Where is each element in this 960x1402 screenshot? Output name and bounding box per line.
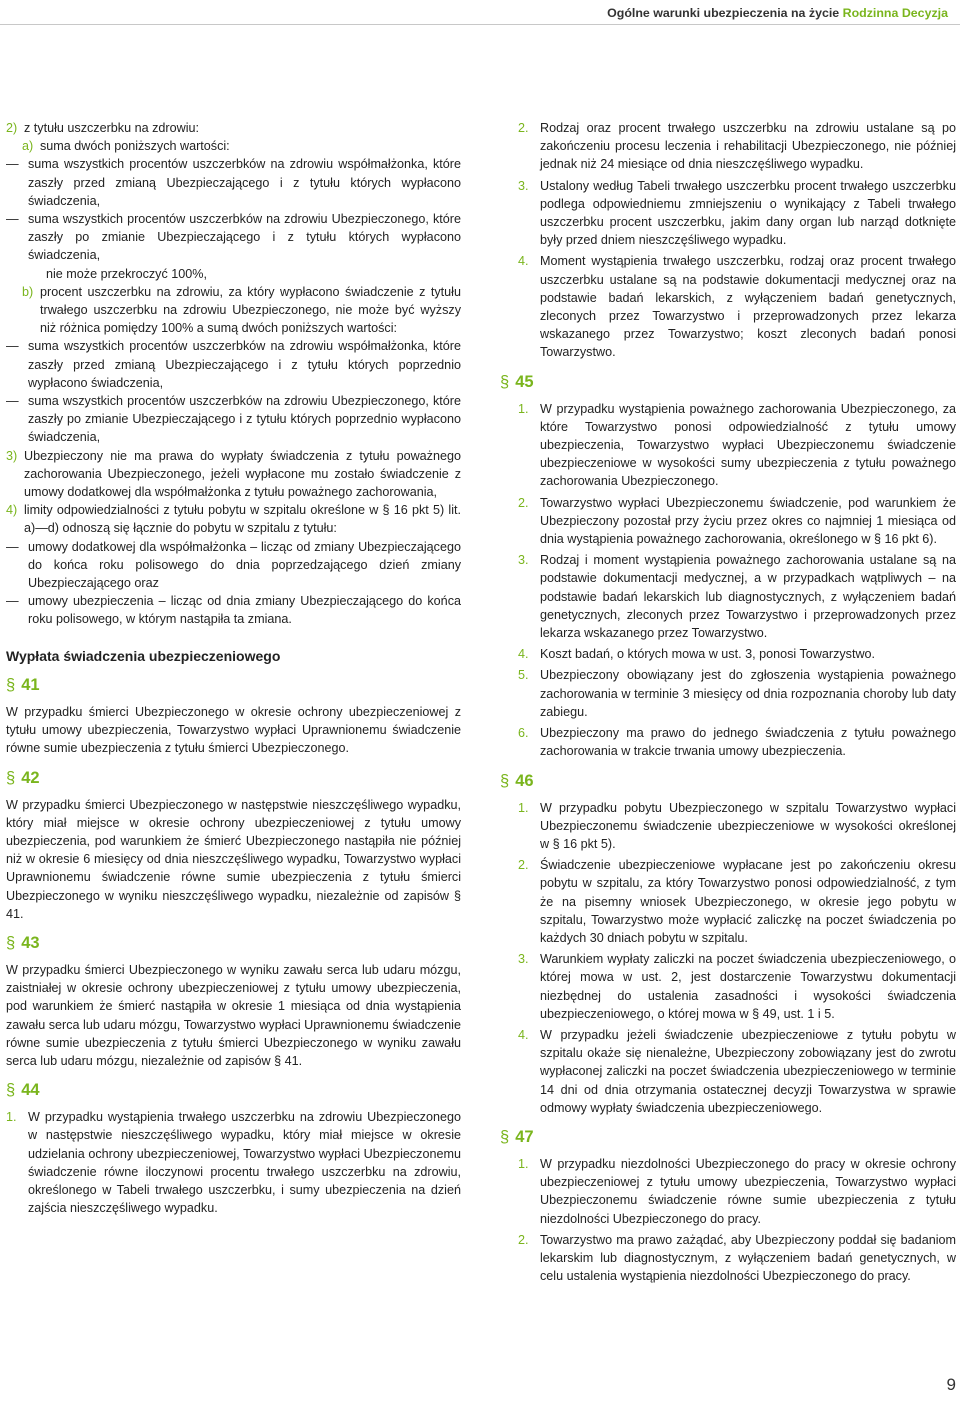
- paragraph-heading-43: [6, 933, 461, 953]
- section-sign: §: [500, 372, 510, 391]
- item-number: 2.: [518, 121, 529, 135]
- paragraph-list-47: [500, 1155, 956, 1285]
- item-text: z tytułu uszczerbku na zdrowiu:: [24, 121, 199, 135]
- item-text: Towarzystwo ma prawo zażądać, aby Ubezpieczony poddał się badaniom lekarskim lub diagnostycznym, z wyłączeniem badań genetycznych, w celu ustalenia wystąpienia niezdolności Ubezpieczonego do pracy.: [540, 1232, 956, 1284]
- paragraph-text: W przypadku śmierci Ubezpieczonego w następstwie nieszczęśliwego wypadku, który miał miejsce w okresie ochrony ubezpieczeniowej z tytułu umowy ubezpieczenia, pod warunkiem że śmierć Ubezpieczonego nastąpiła nie później niż w okresie 6 miesięcy od dnia nieszczęśliwego wypadku, Towarzystwo wypłaci Uprawnionemu świadczenie równe sumie ubezpieczenia z tytułu śmierci Ubezpieczonego w wyniku nieszczęśliwego wypadku, niezależnie od zapisów § 41.: [6, 797, 461, 921]
- paragraph-number: 44: [21, 1081, 40, 1100]
- item-text: Koszt badań, o których mowa w ust. 3, ponosi Towarzystwo.: [540, 647, 876, 662]
- list-item: [500, 400, 956, 491]
- sub-item-a: [22, 137, 461, 155]
- right-column: [500, 119, 956, 1288]
- header-divider: [0, 24, 960, 25]
- item-number: 2.: [518, 1232, 529, 1247]
- list-item: [500, 252, 956, 361]
- item-text: W przypadku jeżeli świadczenie ubezpieczeniowe z tytułu pobytu w szpitalu okaże się nienależne, Ubezpieczony zobowiązany jest do zwrotu wypłaconej zaliczki na poczet świadczenia ubezpieczeniowego w terminie 14 dni od dnia otrzymania ostatecznej decyzji Towarzystwa w sprawie odmowy wypłaty świadczenia ubezpieczeniowego.: [540, 1027, 956, 1115]
- section-heading: Wypłata świadczenia ubezpieczeniowego: [6, 647, 281, 664]
- item-text: Ustalony według Tabeli trwałego uszczerbku procent trwałego uszczerbku podlega odpowiedniemu zmniejszeniu o wynikający z Tabeli trwałego uszczerbku procent uszczerbku, jakim dany organ lub narząd dotknięte były przed dniem nieszczęśliwego wypadku.: [540, 178, 956, 248]
- section-sign: §: [500, 1127, 510, 1146]
- paragraph-heading-47: [500, 1127, 956, 1147]
- item-text: Moment wystąpienia trwałego uszczerbku, rodzaj oraz procent trwałego uszczerbku ustalane są na podstawie dokumentacji medycznej oraz na podstawie badań lekarskich, z wyłączeniem badań genetycznych, zleconych przez Towarzystwo i przeprowadzonych przez lekarza wskazanego przez Towarzystwo; koszt zleconych badań ponosi Towarzystwo.: [540, 254, 956, 360]
- item-text: procent uszczerbku na zdrowiu, za który wypłacono świadczenie z tytułu trwałego uszczerbku na zdrowiu Ubezpieczonego, nie może być wyższy niż różnica pomiędzy 100% a sumą dwóch poniższych wartości:: [40, 284, 461, 336]
- item-text: Ubezpieczony nie ma prawa do wypłaty świadczenia z tytułu poważnego zachorowania Ubezpieczonego, jeżeli wypłacone mu zostało świadczenie z umowy dodatkowej dla współmałżonka z tytułu poważnego zachorowania,: [24, 448, 461, 500]
- item-number: 1.: [518, 401, 529, 416]
- item-number: 5.: [518, 668, 529, 683]
- dash-text: suma wszystkich procentów uszczerbków na zdrowiu współmałżonka, które zaszły przed zmianą Ubezpieczającego i z tytułu których wypłacono świadczenia,: [28, 157, 461, 208]
- item-letter: b): [22, 284, 34, 299]
- section-sign: §: [500, 771, 510, 790]
- item-text: Rodzaj oraz procent trwałego uszczerbku na zdrowiu ustalane są po zakończeniu procesu leczenia i rehabilitacji Ubezpieczonego, nie później jednak niż 24 miesiące od dnia nieszczęśliwego wypadku.: [540, 121, 956, 172]
- dash-mark: —: [6, 594, 19, 609]
- item-text: Towarzystwo wypłaci Ubezpieczonemu świadczenie, pod warunkiem że Ubezpieczony pozostał przy życiu przez okres co najmniej 1 miesiąca od dnia wystąpienia poważnego zachorowania, określonego w § 16 pkt 6).: [540, 495, 956, 547]
- item-number: 1.: [518, 1156, 529, 1171]
- list-item: [500, 1155, 956, 1228]
- section-sign: §: [6, 933, 16, 952]
- page-number: 9: [946, 1374, 956, 1394]
- list-item: [6, 119, 461, 137]
- dash-mark: —: [6, 339, 19, 354]
- item-number: 2): [6, 121, 18, 135]
- dash-item: [6, 592, 461, 628]
- item-text: Ubezpieczony ma prawo do jednego świadczenia z tytułu poważnego zachorowania w trakcie trwania umowy ubezpieczenia.: [540, 726, 956, 759]
- list-item: [500, 666, 956, 721]
- dash-text: suma wszystkich procentów uszczerbków na zdrowiu Ubezpieczonego, które zaszły po zmianie Ubezpieczającego i z tytułu których wypłacono świadczenia,: [28, 212, 461, 263]
- item-number: 3.: [518, 178, 529, 193]
- dash-text: umowy ubezpieczenia – licząc od dnia zmiany Ubezpieczającego do końca roku polisowego, w którym nastąpiła ta zmiana.: [28, 594, 461, 627]
- list-item: [500, 119, 956, 174]
- item-number: 1.: [6, 1110, 17, 1125]
- list-item: [500, 1231, 956, 1286]
- item-number: 4.: [518, 647, 529, 662]
- paragraph-number: 45: [515, 372, 534, 391]
- list-item: [500, 1026, 956, 1117]
- item-text: suma dwóch poniższych wartości:: [40, 139, 230, 154]
- paragraph-heading-42: [6, 768, 461, 788]
- left-column: [6, 119, 461, 1220]
- page-header: [607, 4, 948, 22]
- paragraph-heading-46: [500, 771, 956, 791]
- list-item: [500, 645, 956, 663]
- dash-text: suma wszystkich procentów uszczerbków na zdrowiu współmałżonka, które zaszły przed zmianą Ubezpieczającego i z tytułu których poprzednio wypłacono świadczenia,: [28, 339, 461, 390]
- list-item: [6, 501, 461, 537]
- list-item: [500, 799, 956, 854]
- paragraph-list-46: [500, 799, 956, 1117]
- dash-item: [6, 337, 461, 392]
- header-product: Rodzinna Decyzja: [842, 6, 948, 20]
- item-number: 4.: [518, 254, 529, 269]
- item-number: 4.: [518, 1027, 529, 1042]
- header-title: Ogólne warunki ubezpieczenia na życie: [607, 6, 840, 20]
- item-text: W przypadku wystąpienia poważnego zachorowania Ubezpieczonego, za które Towarzystwo ponosi odpowiedzialność z tytułu umowy ubezpieczenia, Towarzystwo wypłaci Ubezpieczonemu świadczenie ubezpieczeniowe w wysokości sumy ubezpieczenia z tytułu poważnego zachorowania Ubezpieczonego.: [540, 401, 956, 489]
- paragraph-number: 46: [515, 771, 534, 790]
- section-sign: §: [6, 768, 16, 787]
- paragraph-heading-44: [6, 1080, 461, 1100]
- dash-text: umowy dodatkowej dla współmałżonka – licząc od zmiany Ubezpieczającego do końca roku polisowego do dnia poprzedzającego dzień zmiany Ubezpieczającego oraz: [28, 539, 461, 591]
- dash-mark: —: [6, 539, 19, 554]
- paragraph-text: W przypadku śmierci Ubezpieczonego w okresie ochrony ubezpieczeniowej z tytułu umowy ubezpieczenia, Towarzystwo wypłaci Uprawnionemu świadczenie równe sumie ubezpieczenia z tytułu śmierci Ubezpieczonego.: [6, 704, 461, 756]
- item-text: Warunkiem wypłaty zaliczki na poczet świadczenia ubezpieczeniowego, o której mowa w ust. 2, jest dostarczenie Towarzystwu dokumentacji niezbędnej do ustalenia zasadności i wysokości świadczenia ubezpieczeniowego, o której mowa w § 49, ust. 1 i 5.: [540, 952, 956, 1021]
- dash-mark: —: [6, 394, 19, 409]
- list-item: [500, 724, 956, 760]
- dash-item: [6, 155, 461, 210]
- item-number: 2.: [518, 858, 529, 873]
- list-item: [500, 950, 956, 1023]
- dash-text: suma wszystkich procentów uszczerbków na zdrowiu Ubezpieczonego, które zaszły po zmianie Ubezpieczającego i z tytułu których poprzednio wypłacono świadczenia,: [28, 394, 461, 445]
- sub-item-note: nie może przekroczyć 100%,: [46, 266, 207, 281]
- item-number: 4): [6, 503, 18, 518]
- item-text: Ubezpieczony obowiązany jest do zgłoszenia wystąpienia poważnego zachorowania w terminie 3 miesięcy od dnia rozpoznania choroby lub daty zabiegu.: [540, 668, 956, 719]
- dash-mark: —: [6, 157, 19, 172]
- paragraph-heading-41: [6, 675, 461, 695]
- item-number: 3): [6, 448, 18, 463]
- list-item: [6, 447, 461, 502]
- item-text: Rodzaj i moment wystąpienia poważnego zachorowania ustalane są na podstawie dokumentacji medycznej, a w przypadkach wątpliwych – na podstawie badań lekarskich lub diagnostycznych, z wyłączeniem badań genetycznych, zleconych przez Towarzystwo i przeprowadzonych przez lekarza wskazanego przez Towarzystwo.: [540, 553, 956, 641]
- item-number: 3.: [518, 553, 529, 568]
- item-letter: a): [22, 139, 34, 154]
- list-item: [6, 1108, 461, 1217]
- dash-item: [6, 210, 461, 265]
- dash-item: [6, 392, 461, 447]
- paragraph-heading-45: [500, 372, 956, 392]
- sub-item-b: [22, 283, 461, 338]
- dash-item: [6, 538, 461, 593]
- dash-mark: —: [6, 212, 19, 227]
- list-item: [500, 856, 956, 947]
- item-number: 2.: [518, 495, 529, 510]
- paragraph-number: 42: [21, 768, 40, 787]
- item-number: 1.: [518, 800, 529, 815]
- item-number: 3.: [518, 952, 529, 967]
- list-item: [500, 177, 956, 250]
- item-number: 6.: [518, 726, 529, 741]
- item-text: Świadczenie ubezpieczeniowe wypłacane jest po zakończeniu okresu pobytu w szpitalu, za który Towarzystwo ponosi odpowiedzialność, z tym że na pisemny wniosek Ubezpieczonego, w okresie jego pobytu w szpitalu, Towarzystwo może wypłacić zaliczkę na poczet świadczenia po każdych 30 dniach pobytu w szpitalu.: [540, 858, 956, 945]
- paragraph-text: W przypadku śmierci Ubezpieczonego w wyniku zawału serca lub udaru mózgu, zaistniałej w okresie ochrony ubezpieczeniowej z tytułu umowy ubezpieczenia, pod warunkiem że śmierć nastąpiła w okresie 1 miesiąca od dnia wystąpienia zawału serca lub udaru mózgu, Towarzystwo wypłaci Uprawnionemu świadczenie równe sumie ubezpieczenia z tytułu śmierci Ubezpieczonego w wyniku zawału serca lub udaru mózgu, niezależnie od zapisów § 41.: [6, 962, 461, 1068]
- section-sign: §: [6, 675, 16, 694]
- item-text: W przypadku niezdolności Ubezpieczonego do pracy w okresie ochrony ubezpieczeniowej z tytułu umowy ubezpieczenia, Towarzystwo wypłaci Ubezpieczonemu świadczenie równe sumie ubezpieczenia z tytułu niezdolności Ubezpieczonego do pracy.: [540, 1156, 956, 1226]
- list-item: [500, 494, 956, 549]
- paragraph-number: 41: [21, 675, 40, 694]
- section-sign: §: [6, 1081, 16, 1100]
- item-text: limity odpowiedzialności z tytułu pobytu w szpitalu określone w § 16 pkt 5) lit. a)—d) odnoszą się łącznie do pobytu w szpitalu z tytułu:: [24, 503, 461, 536]
- item-text: W przypadku pobytu Ubezpieczonego w szpitalu Towarzystwo wypłaci Ubezpieczonemu świadczenie ubezpieczeniowe w wysokości określonej w § 16 pkt 5).: [540, 800, 956, 851]
- item-text: W przypadku wystąpienia trwałego uszczerbku na zdrowiu Ubezpieczonego w następstwie nieszczęśliwego wypadku, który miał miejsce w okresie udzielania ochrony ubezpieczeniowej, Towarzystwo wypłaci Ubezpieczonemu świadczenie równe iloczynowi procentu trwałego uszczerbku na zdrowiu, określonego w Tabeli trwałego uszczerbku, i sumy ubezpieczenia na dzień zajścia nieszczęśliwego wypadku.: [28, 1110, 461, 1216]
- paragraph-list-45: [500, 400, 956, 761]
- paragraph-number: 47: [515, 1127, 534, 1146]
- list-item: [500, 551, 956, 642]
- paragraph-number: 43: [21, 933, 40, 952]
